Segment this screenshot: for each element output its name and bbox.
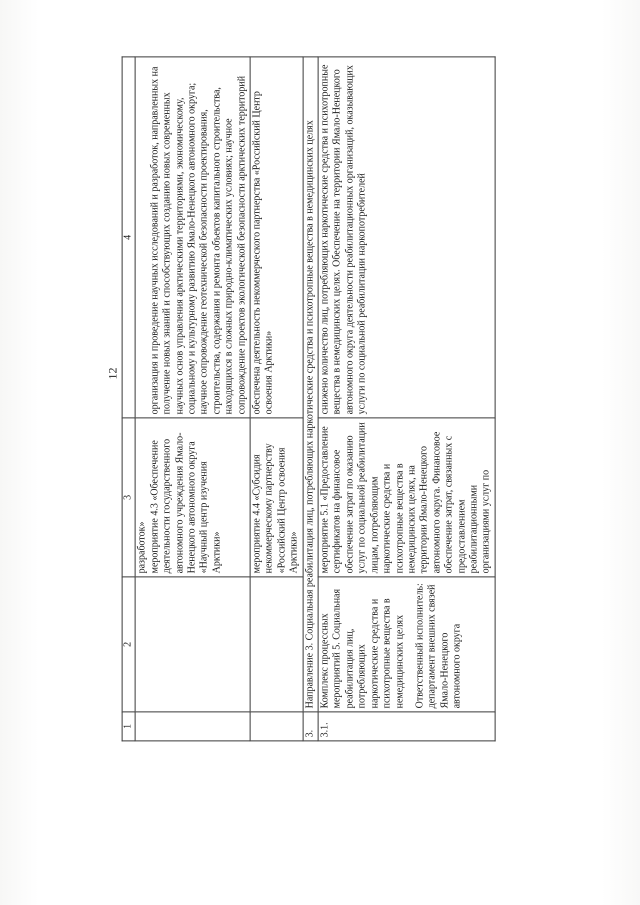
cell-measure-continued	[136, 418, 251, 577]
cell-result	[136, 57, 251, 418]
page-number: 12	[105, 367, 120, 380]
result-4-4: обеспечена деятельность некоммерческого партнерства «Российский Центр освоения Арктики»	[250, 57, 303, 418]
measure-4-3: мероприятие 4.3 «Обеспечение деятельности государственного автономного учреждения Ямало-Ненецкого автономного округа «Научный центр изучения Арктики»	[149, 432, 223, 574]
section-title: Направление 3. Социальная реабилитация лиц, потребляющих наркотические средства и психотропные вещества в немедицинских целях	[303, 57, 318, 712]
header-col-1: 1	[122, 712, 135, 741]
table-row-3-1	[318, 57, 495, 741]
header-col-3: 3	[122, 418, 135, 577]
table-row-continuation	[136, 57, 251, 741]
table-row-section-3	[303, 57, 318, 741]
header-col-2: 2	[122, 577, 135, 712]
cell-empty	[136, 712, 251, 741]
table-row-measure-4-4	[250, 57, 303, 741]
responsible-executor: Ответственный исполнитель: департамент внешних связей Ямало-Ненецкого автономного округа	[414, 583, 463, 709]
result-5-1: снижено количество лиц, потребляющих наркотические средства и психотропные вещества в немедицинских целях. Обеспечение на территории Ямало-Ненецкого автономного округа деятельности реабилитационных организаций, оказывающих услуги по социальной реабилитации наркопотребителей	[318, 57, 495, 418]
cell-complex	[318, 577, 495, 712]
row-number: 3.1.	[318, 712, 495, 741]
measures-table	[122, 56, 496, 741]
result-4-3: организация и проведение научных исследований и разработок, направленных на получение новых знаний и способствующих созданию новых современных научных основ управления арктическими территориями, экономическому, социальному и культурному развитию Ямало-Ненецкого автономного округа; научное сопровождение геотехнической безопасности проектирования, строительства, содержания и ремонта объектов капитального строительства, находящихся в сложных природно-климатических условиях; научное сопровождение проектов экологической безопасности арктических территорий	[149, 66, 248, 415]
cell-empty	[136, 577, 251, 712]
cell-empty	[250, 577, 303, 712]
measure-4-4: мероприятие 4.4 «Субсидия некоммерческому партнерству «Российский Центр освоения Арктики»	[250, 418, 303, 577]
header-col-4: 4	[122, 57, 135, 418]
measure-5-1: мероприятие 5.1 «Предоставление сертификатов на финансовое обеспечение затрат по оказанию услуг по социальной реабилитации лицам, потребляющим наркотические средства и психотропные вещества в немедицинских целях, на территории Ямало-Ненецкого автономного округа. Финансовое обеспечение затрат, связанных с предоставлением реабилитационными организациями услуг по	[318, 418, 495, 577]
measure-tail-text: разработок»	[137, 521, 149, 574]
section-number: 3.	[303, 712, 318, 741]
complex-title: Комплекс процессных мероприятий 5. Социальная реабилитация лиц, потребляющих наркотические средства и психотропные вещества в немедицинских целях	[319, 588, 406, 709]
cell-empty	[250, 712, 303, 741]
table-header-row	[122, 57, 135, 741]
